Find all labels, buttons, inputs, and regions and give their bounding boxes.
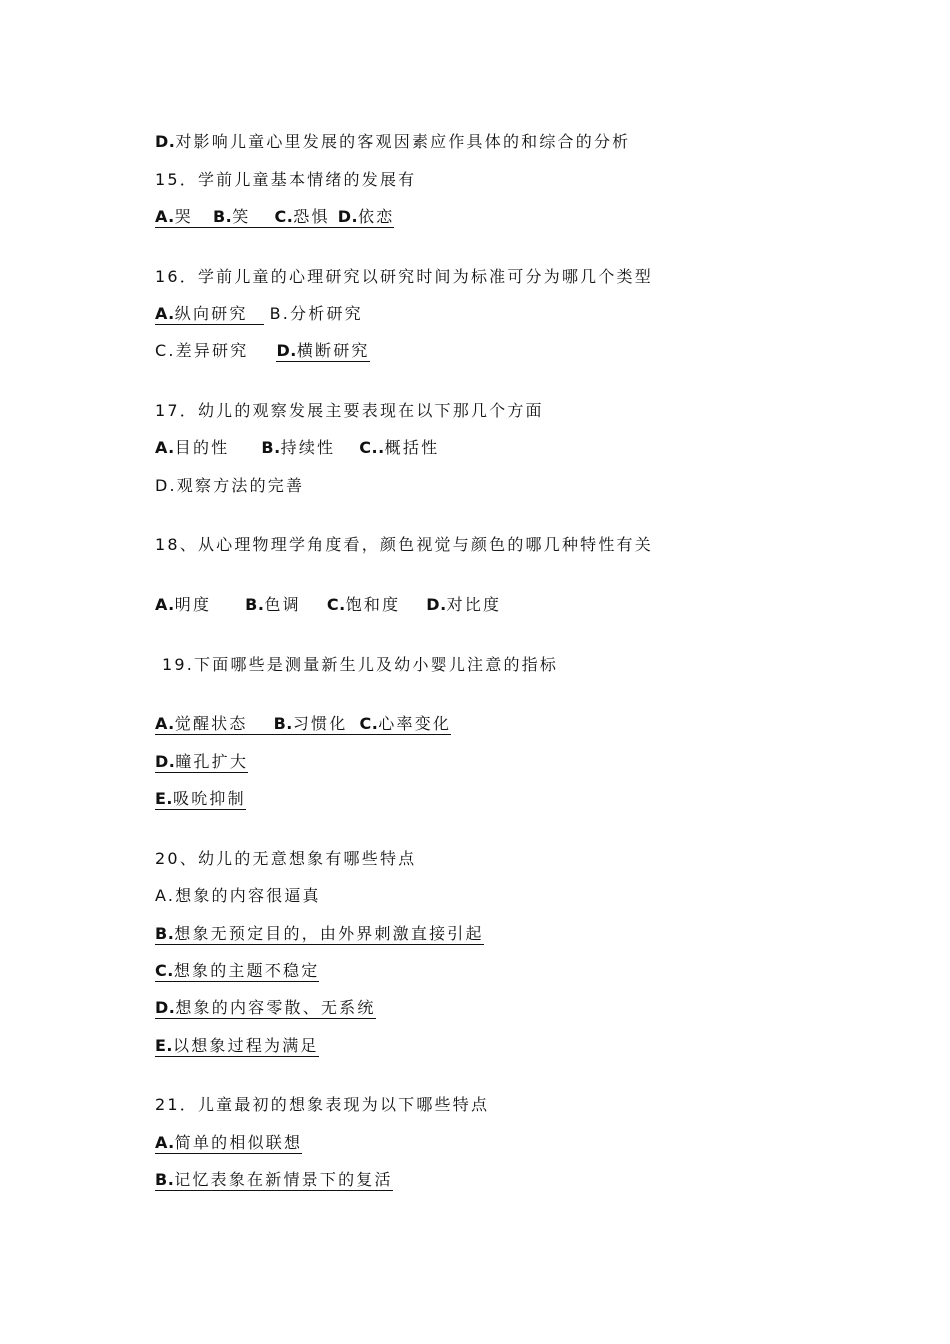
q20-stem: 20、幼儿的无意想象有哪些特点 xyxy=(155,849,417,868)
q17-options: A.目的性 B.持续性 C..概括性 xyxy=(155,438,440,457)
q21-option-b: B.记忆表象在新情景下的复活 xyxy=(155,1170,393,1189)
q15-stem: 15．学前儿童基本情绪的发展有 xyxy=(155,170,417,189)
q20-option-c: C.想象的主题不稳定 xyxy=(155,961,320,980)
q15-answer-underline: A.哭 B.笑 C.恐惧 D.依恋 xyxy=(155,207,395,226)
q16-option-a: A.纵向研究 xyxy=(155,304,264,325)
q20-option-e: E.以想象过程为满足 xyxy=(155,1036,319,1055)
q19-stem: 19.下面哪些是测量新生儿及幼小婴儿注意的指标 xyxy=(162,655,559,674)
q14-option-d: D.对影响儿童心里发展的客观因素应作具体的和综合的分析 xyxy=(155,132,631,151)
q17-option-d: D.观察方法的完善 xyxy=(155,476,305,495)
q20-option-d: D.想象的内容零散、无系统 xyxy=(155,998,376,1017)
q16-options-cd xyxy=(155,341,370,361)
q18-options: A.明度 B.色调 C.饱和度 D.对比度 xyxy=(155,595,502,614)
q16-options-ab xyxy=(155,304,363,324)
q19-option-d: D.瞳孔扩大 xyxy=(155,752,249,771)
q16-option-c: C.差异研究 xyxy=(155,341,249,360)
q20-option-a: A.想象的内容很逼真 xyxy=(155,886,321,905)
q19-option-e: E.吸吮抑制 xyxy=(155,789,246,808)
q21-stem: 21．儿童最初的想象表现为以下哪些特点 xyxy=(155,1095,490,1114)
q17-stem: 17．幼儿的观察发展主要表现在以下那几个方面 xyxy=(155,401,544,420)
q19-options-abc xyxy=(155,714,451,734)
q19-answer-underline: A.觉醒状态 B.习惯化 C.心率变化 xyxy=(155,714,452,733)
q16-option-d: D.横断研究 xyxy=(276,341,370,360)
q20-option-b: B.想象无预定目的，由外界刺激直接引起 xyxy=(155,924,484,943)
q21-option-a: A.简单的相似联想 xyxy=(155,1133,303,1152)
q18-stem: 18、从心理物理学角度看，颜色视觉与颜色的哪几种特性有关 xyxy=(155,535,653,554)
q15-options xyxy=(155,207,394,227)
q16-option-b: B.分析研究 xyxy=(269,304,363,323)
q16-stem: 16．学前儿童的心理研究以研究时间为标准可分为哪几个类型 xyxy=(155,267,653,286)
